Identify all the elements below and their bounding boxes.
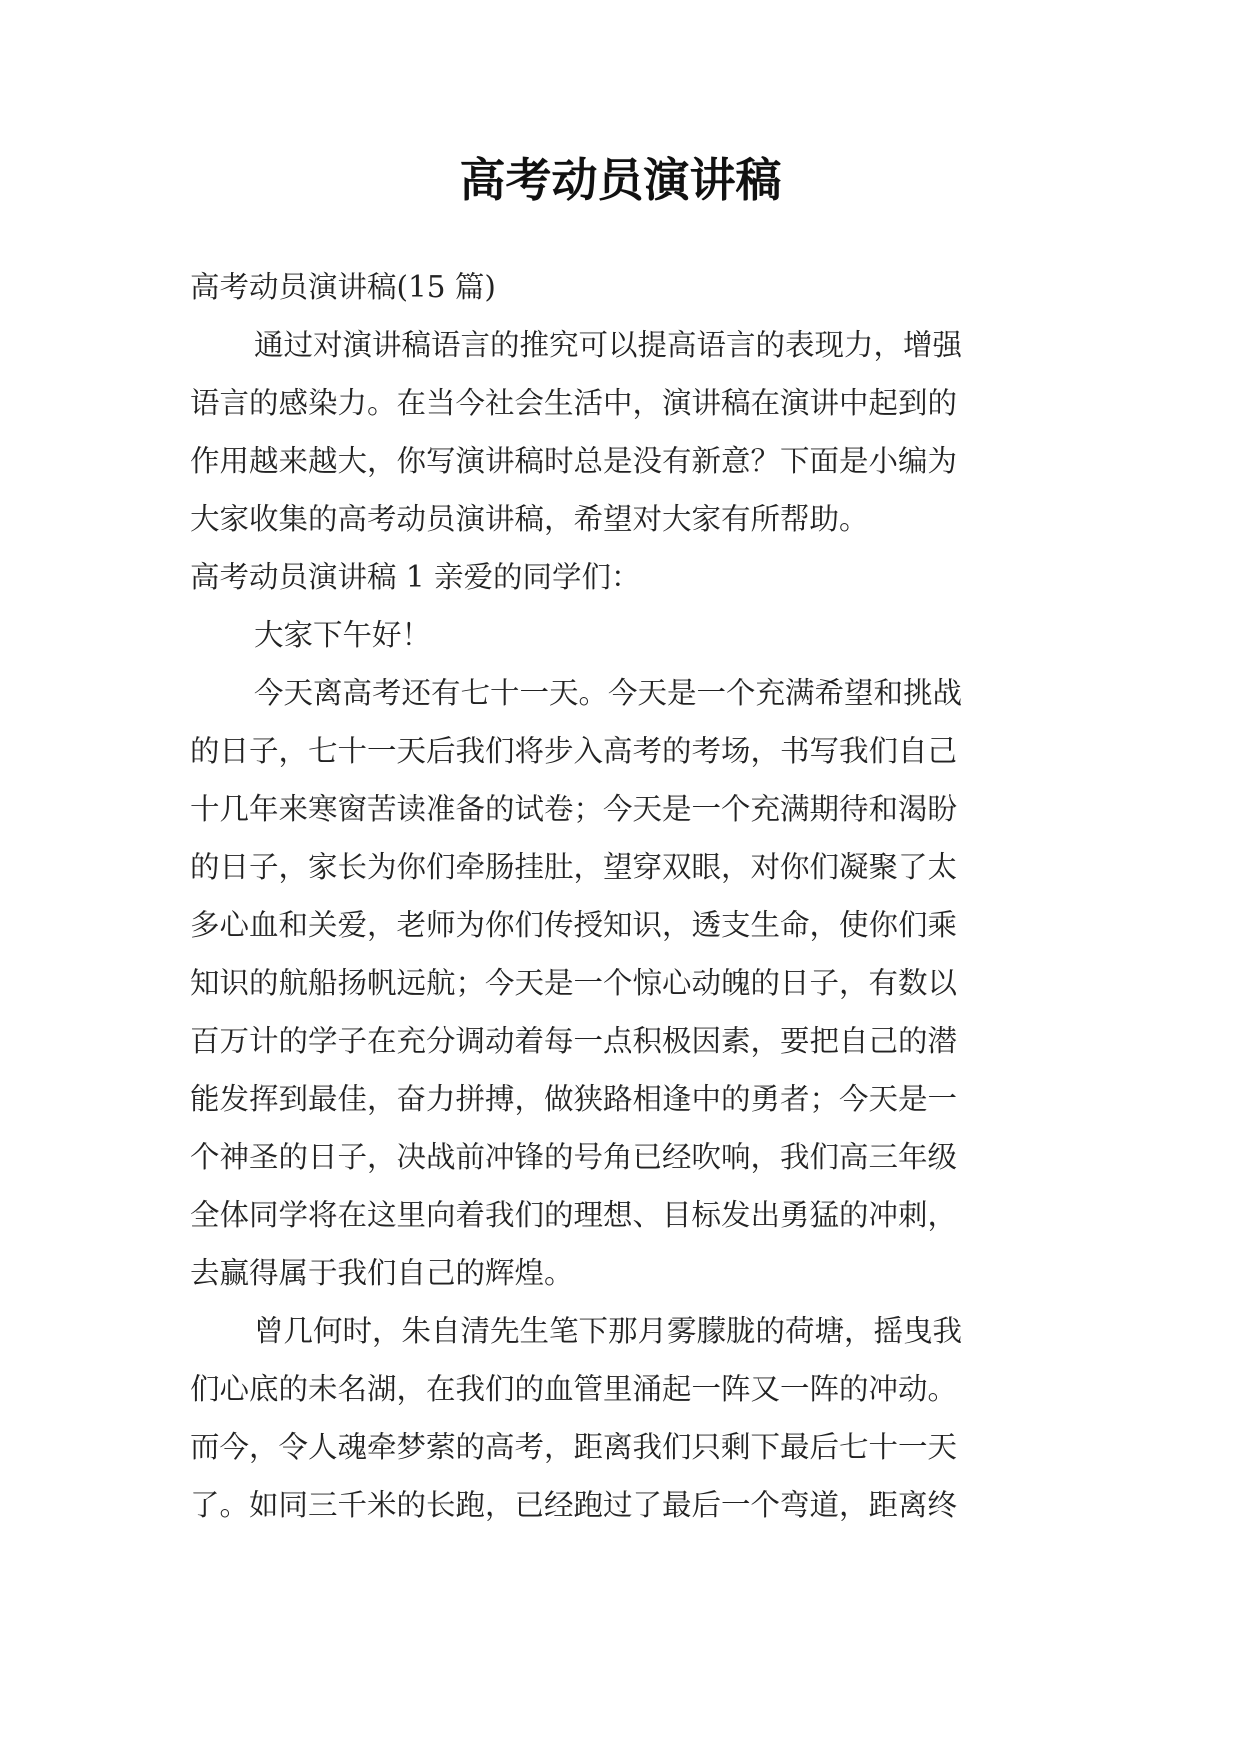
document-body xyxy=(190,258,1060,1534)
document-title: 高考动员演讲稿 xyxy=(459,153,782,207)
paragraph-line: 十几年来寒窗苦读准备的试卷；今天是一个充满期待和渴盼 xyxy=(190,792,958,826)
paragraph-line: 的日子，家长为你们牵肠挂肚，望穿双眼，对你们凝聚了太 xyxy=(190,850,958,884)
paragraph-line: 能发挥到最佳，奋力拼搏，做狭路相逢中的勇者；今天是一 xyxy=(190,1082,958,1116)
paragraph-line: 的日子，七十一天后我们将步入高考的考场，书写我们自己 xyxy=(190,734,958,768)
greeting-line: 大家下午好！ xyxy=(254,618,432,652)
intro-paragraph-line: 通过对演讲稿语言的推究可以提高语言的表现力，增强 xyxy=(254,328,963,362)
paragraph-line: 去赢得属于我们自己的辉煌。 xyxy=(190,1256,574,1290)
paragraph-line: 们心底的未名湖，在我们的血管里涌起一阵又一阵的冲动。 xyxy=(190,1372,958,1406)
paragraph-line: 而今，令人魂牵梦萦的高考，距离我们只剩下最后七十一天 xyxy=(190,1430,958,1464)
paragraph-line: 百万计的学子在充分调动着每一点积极因素，要把自己的潜 xyxy=(190,1024,958,1058)
paragraph-line: 个神圣的日子，决战前冲锋的号角已经吹响，我们高三年级 xyxy=(190,1140,958,1174)
paragraph-line: 了。如同三千米的长跑，已经跑过了最后一个弯道，距离终 xyxy=(190,1488,958,1522)
paragraph-line: 今天离高考还有七十一天。今天是一个充满希望和挑战 xyxy=(254,676,963,710)
paragraph-line: 曾几何时，朱自清先生笔下那月雾朦胧的荷塘，摇曳我 xyxy=(254,1314,963,1348)
intro-paragraph-line: 作用越来越大，你写演讲稿时总是没有新意？下面是小编为 xyxy=(190,444,958,478)
intro-paragraph-line: 大家收集的高考动员演讲稿，希望对大家有所帮助。 xyxy=(190,502,869,536)
intro-paragraph-line: 语言的感染力。在当今社会生活中，演讲稿在演讲中起到的 xyxy=(190,386,958,420)
intro-heading-line: 高考动员演讲稿(15 篇) xyxy=(190,270,496,304)
paragraph-line: 全体同学将在这里向着我们的理想、目标发出勇猛的冲刺， xyxy=(190,1198,958,1232)
paragraph-line: 多心血和关爱，老师为你们传授知识，透支生命，使你们乘 xyxy=(190,908,958,942)
paragraph-line: 知识的航船扬帆远航；今天是一个惊心动魄的日子，有数以 xyxy=(190,966,958,1000)
speech-1-heading-line: 高考动员演讲稿 1 亲爱的同学们： xyxy=(190,560,641,594)
